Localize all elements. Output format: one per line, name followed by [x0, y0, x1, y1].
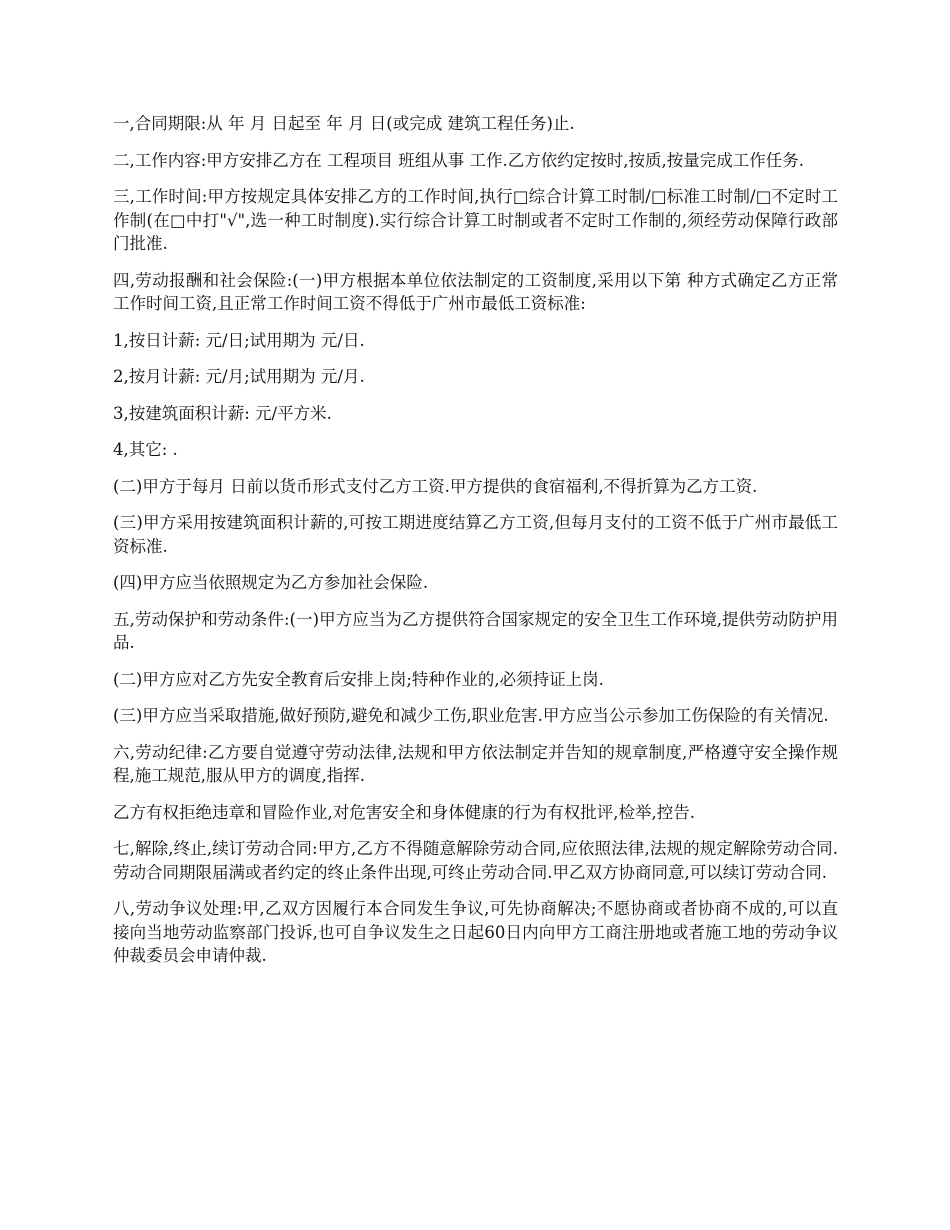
clause-3-working-hours: 三,工作时间:甲方按规定具体安排乙方的工作时间,执行□综合计算工时制/□标准工时制/□不定时工作制(在□中打"√",选一种工时制度).实行综合计算工时制或者不定时工作制的,须经劳动保障行政部门批准. — [113, 187, 838, 253]
pay-option-area: 3,按建筑面积计薪: 元/平方米. — [113, 403, 332, 423]
clause-6-labor-discipline: 六,劳动纪律:乙方要自觉遵守劳动法律,法规和甲方依法制定并告知的规章制度,严格遵守安全操作规程,施工规范,服从甲方的调度,指挥. — [113, 742, 838, 785]
pay-option-monthly: 2,按月计薪: 元/月;试用期为 元/月. — [113, 367, 365, 386]
clause-6-rights: 乙方有权拒绝违章和冒险作业,对危害安全和身体健康的行为有权批评,检举,控告. — [113, 802, 695, 822]
clause-5-item-2: (二)甲方应对乙方先安全教育后安排上岗;特种作业的,必须持证上岗. — [113, 669, 604, 689]
clause-4-item-2: (二)甲方于每月 日前以货币形式支付乙方工资.甲方提供的食宿福利,不得折算为乙方工资. — [113, 476, 758, 496]
clause-2-work-content: 二,工作内容:甲方安排乙方在 工程项目 班组从事 工作.乙方依约定按时,按质,按量完成工作任务. — [113, 150, 805, 170]
document-body — [113, 112, 838, 981]
clause-1-contract-term: 一,合同期限:从 年 月 日起至 年 月 日(或完成 建筑工程任务)止. — [113, 114, 575, 133]
clause-8-dispute-resolution: 八,劳动争议处理:甲,乙双方因履行本合同发生争议,可先协商解决;不愿协商或者协商不成的,可以直接向当地劳动监察部门投诉,也可自争议发生之日起60日内向甲方工商注册地或者施工地的劳动争议仲裁委员会申请仲裁. — [113, 899, 838, 965]
clause-4-item-4: (四)甲方应当依照规定为乙方参加社会保险. — [113, 573, 429, 592]
clause-4-item-3: (三)甲方采用按建筑面积计薪的,可按工期进度结算乙方工资,但每月支付的工资不低于广州市最低工资标准. — [113, 513, 838, 556]
clause-5-item-3: (三)甲方应当采取措施,做好预防,避免和减少工伤,职业危害.甲方应当公示参加工伤保险的有关情况. — [113, 706, 829, 725]
clause-5-labor-protection: 五,劳动保护和劳动条件:(一)甲方应当为乙方提供符合国家规定的安全卫生工作环境,提供劳动防护用品. — [113, 609, 838, 652]
pay-option-daily: 1,按日计薪: 元/日;试用期为 元/日. — [113, 330, 365, 350]
pay-option-other: 4,其它: . — [113, 440, 178, 459]
clause-7-termination: 七,解除,终止,续订劳动合同:甲方,乙方不得随意解除劳动合同,应依照法律,法规的规定解除劳动合同.劳动合同期限届满或者约定的终止条件出现,可终止劳动合同.甲乙双方协商同意,可以续订劳动合同. — [113, 839, 838, 882]
clause-4-remuneration: 四,劳动报酬和社会保险:(一)甲方根据本单位依法制定的工资制度,采用以下第 种方式确定乙方正常工作时间工资,且正常工作时间工资不得低于广州市最低工资标准: — [113, 270, 838, 313]
